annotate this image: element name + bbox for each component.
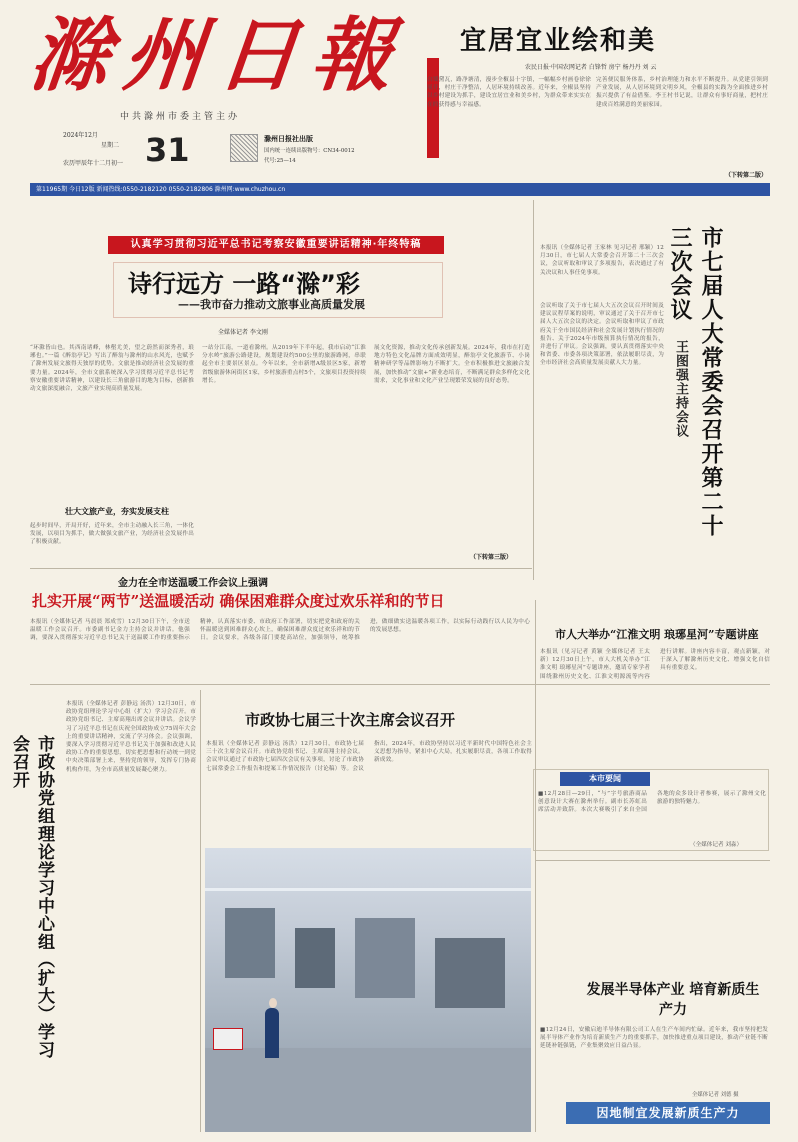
lead-col3: 展文化资源，推动文化传承创新发展。2024年，我市在打造地方特色文化品牌方面成效明显，醉翁亭文化旅游节、小岗精神研学等品牌影响力不断扩大。全市积极推进文旅融合发展，加快推动“文旅+”新业态培育，不断满足群众多样化文化需求，文化事业和文化产业呈现繁荣发展的良好态势。 <box>374 345 530 384</box>
paper-code: 代号:25—14 <box>264 158 296 164</box>
divider <box>30 684 770 685</box>
npc-title: 市七届人大常委会召开第二十三次会议 <box>667 226 723 538</box>
divider <box>535 600 536 1132</box>
divider <box>30 568 532 569</box>
qr-code-icon <box>230 134 258 162</box>
paper-name: 滁州日报社出版 <box>264 134 313 143</box>
divider <box>535 860 770 861</box>
divider <box>200 690 201 1132</box>
feature-jump: （下转第二版） <box>725 172 768 179</box>
date-day-number: 31 <box>145 131 190 169</box>
lead-title: 诗行远方 一路“滁”彩 <box>128 270 360 298</box>
divider <box>533 200 534 580</box>
masthead-date <box>63 130 190 172</box>
meeting-kicker: 金力在全市送温暖工作会议上强调 <box>118 578 268 589</box>
lead-subtitle: ——我市奋力推动文旅事业高质量发展 <box>178 298 365 311</box>
date-weekday: 星期二 <box>101 142 120 149</box>
masthead-org: 中共滁州市委主管主办 <box>120 112 241 122</box>
cppcc-study-title: 市政协党组理论学习中心组（扩大）学习会召开 <box>9 735 54 1059</box>
semi-theme-bar: 因地制宜发展新质生产力 <box>566 1102 770 1124</box>
meeting-title: 扎实开展“两节”送温暖活动 确保困难群众度过欢乐祥和的节日 <box>32 592 445 610</box>
npc-subtitle: 王图强主持会议 <box>673 340 688 438</box>
lecture-body: 本报讯（见习记者 黄颖 全媒体记者 王太新）12月30日上午，市人大机关举办“江淮文明 琅琊星河”专题讲座，邀请专家学者围绕滁州历史文化、江淮文明源流等内容进行讲解。讲座内容丰富，观点新颖，对于深入了解滁州历史文化、增强文化自信具有重要意义。 <box>540 649 770 680</box>
cppcc-meeting-title: 市政协七届三十次主席会议召开 <box>245 711 456 729</box>
briefs-byline: （全媒体记者 刘淼） <box>690 842 743 848</box>
lead-subhead: 壮大文旅产业，夯实发展支柱 <box>65 506 169 516</box>
feature-body-right: 完善便民服务体系，乡村治理能力和水平不断提升。从党建引领到产业发展，从人居环境到文明乡风，全椒县的实践为全面推进乡村振兴提供了有益借鉴。李王村书记说，让群众有事好商量，把村庄建成百姓满意的美丽家园。 <box>596 77 768 108</box>
briefs-body: ■12月28日—29日，“与”字号旅游商品创意设计大赛在滁州举行。副市长苏虹出席活动并致辞。本次大赛吸引了来自全国各地的众多设计者参赛，展示了滁州文化旅游的独特魅力。 <box>538 791 766 814</box>
lead-col1: “环滁皆山也。其西南诸峰，林壑尤美，望之蔚然而深秀者，琅琊也。”一篇《醉翁亭记》写出了醉翁与滁州的山水风光，也赋予了滁州发展文旅得天独厚的优势。文旅是推动经济社会发展的重要力量。2024年，全市文旅系统深入学习贯彻习近平总书记考察安徽重要讲话精神，以建设长三角旅游目的地为目标，创新推动文旅深度融合，文旅产业实现高质量发展。 <box>30 345 194 393</box>
lead-col2: 一站分江南，一道看滁州。从2019年下半年起，我市启动“江淮分水岭”旅游公路建设，规划建设约500公里的旅游路网，串联起全市主要景区景点。今年以来，全市新增A级景区5家，新增省级旅游休闲街区1家，乡村旅游重点村5个，文旅项目投资持续增长。 <box>202 345 366 384</box>
date-year-month: 2024年12月 <box>63 132 98 139</box>
semi-photo-credit: 全媒体记者 刘德 摄 <box>692 1092 739 1098</box>
lead-byline: 全媒体记者 李文刚 <box>218 329 268 336</box>
feature-byline: 农民日报·中国农网记者 白锋哲 房宁 杨丹丹 刘 云 <box>525 64 657 71</box>
photo-sign <box>213 1028 243 1050</box>
paper-issn: 国内统一连续出版物号：CN34-0012 <box>264 148 355 154</box>
masthead-logo: 滁州日報 <box>25 8 411 102</box>
masthead-meta <box>230 134 380 174</box>
cppcc-meeting-body: 本报讯（全媒体记者 彭静远 汤洪）12月30日，市政协七届三十次主席会议召开。市政协党组书记、主席高翔主持会议。会议审议通过了市政协七届四次会议有关事项，讨论了市政协七届常委会工作报告和提案工作情况报告（讨论稿）等。会议指出，2024年，市政协坚持以习近平新时代中国特色社会主义思想为指导，紧扣中心大局，扎实履职尽责，各项工作取得新成效。 <box>206 741 532 772</box>
date-lunar: 农历甲辰年十二月初一 <box>63 160 124 167</box>
factory-photo <box>205 848 531 1132</box>
feature-body-left: 白墙黛瓦，路净塘清，漫步全椒县十字镇，一幅幅乡村画卷徐徐展开，村庄干净整洁，人居环境持续改善。近年来，全椒县坚持以乡村建设为抓手，建设宜居宜业和美乡村，为群众带来实实在在的获得感与幸福感。 <box>427 77 591 108</box>
semi-title: 发展半导体产业 培育新质生产力 <box>586 982 760 1018</box>
lead-jump: （下转第三版） <box>470 554 513 561</box>
meeting-body: 本报讯（全媒体记者 马晨晨 郑成雪）12月30日下午，全市送温暖工作会议召开。市委副书记金力主持会议并讲话。他强调，要深入贯彻落实习近平总书记关于送温暖工作的重要指示精神，认真落实市委、市政府工作部署，切实把党和政府的关怀温暖送到困难群众心坎上，确保困难群众度过欢乐祥和的节日。会议要求，各级各部门要提高站位，加强领导，统筹推进，做细做实送温暖各项工作，以实际行动践行以人民为中心的发展思想。 <box>30 619 530 642</box>
info-bar: 第11965期 今日12版 新闻热线:0550-2182120 0550-2182806 滁州网:www.chuzhou.cn <box>30 183 770 196</box>
lecture-title: 市人大举办“江淮文明 琅琊星河”专题讲座 <box>555 628 759 641</box>
npc-body: 会议听取了关于市七届人大五次会议召开时间及建议议程草案的说明，审议通过了关于召开市七届人大五次会议的决定。会议听取和审议了市政府关于全市国民经济和社会发展计划执行情况的报告、关于2024年市级预算执行情况的报告，并进行了审议。会议强调，要认真贯彻落实中央和省委、市委各项决策部署，依法履职尽责，为全市经济社会高质量发展贡献人大力量。 <box>540 303 664 367</box>
semi-caption: ■12月24日，安徽启迪半导体有限公司工人在生产车间内忙碌。近年来，我市坚持把发展半导体产业作为培育新质生产力的重要抓手，加快推进重点项目建设，推动产业链不断延链补链强链，产业集聚效应日益凸显。 <box>540 1027 768 1050</box>
npc-byline: 本报讯（全媒体记者 王家林 见习记者 邢颖）12月30日，市七届人大常委会召开第二十三次会议，会议听取和审议了多项报告，表决通过了有关决议和人事任免事项。 <box>540 245 664 276</box>
feature-title: 宜居宜业绘和美 <box>460 26 657 56</box>
cppcc-study-body: 本报讯（全媒体记者 彭静远 汤洪）12月30日，市政协党组理论学习中心组（扩大）学习会召开。市政协党组书记、主席高翔出席会议并讲话。会议学习了习近平总书记在庆祝全国政协成立75周年大会上的重要讲话精神，交流了学习体会。会议强调，要深入学习贯彻习近平总书记关于加强和改进人民政协工作的重要思想，切实把思想和行动统一到党中央决策部署上来，坚持党的领导，发挥专门协商机构作用，为全市高质量发展凝心聚力。 <box>66 701 196 773</box>
briefs-label: 本市要闻 <box>560 772 650 786</box>
campaign-banner: 认真学习贯彻习近平总书记考察安徽重要讲话精神·年终特稿 <box>108 236 444 254</box>
lead-col1b: 起步时间早，开局开好，近年来，全市主动融入长三角，一体化发展，以项目为抓手，做大做强文旅产业，为经济社会发展作出了积极贡献。 <box>30 523 194 546</box>
